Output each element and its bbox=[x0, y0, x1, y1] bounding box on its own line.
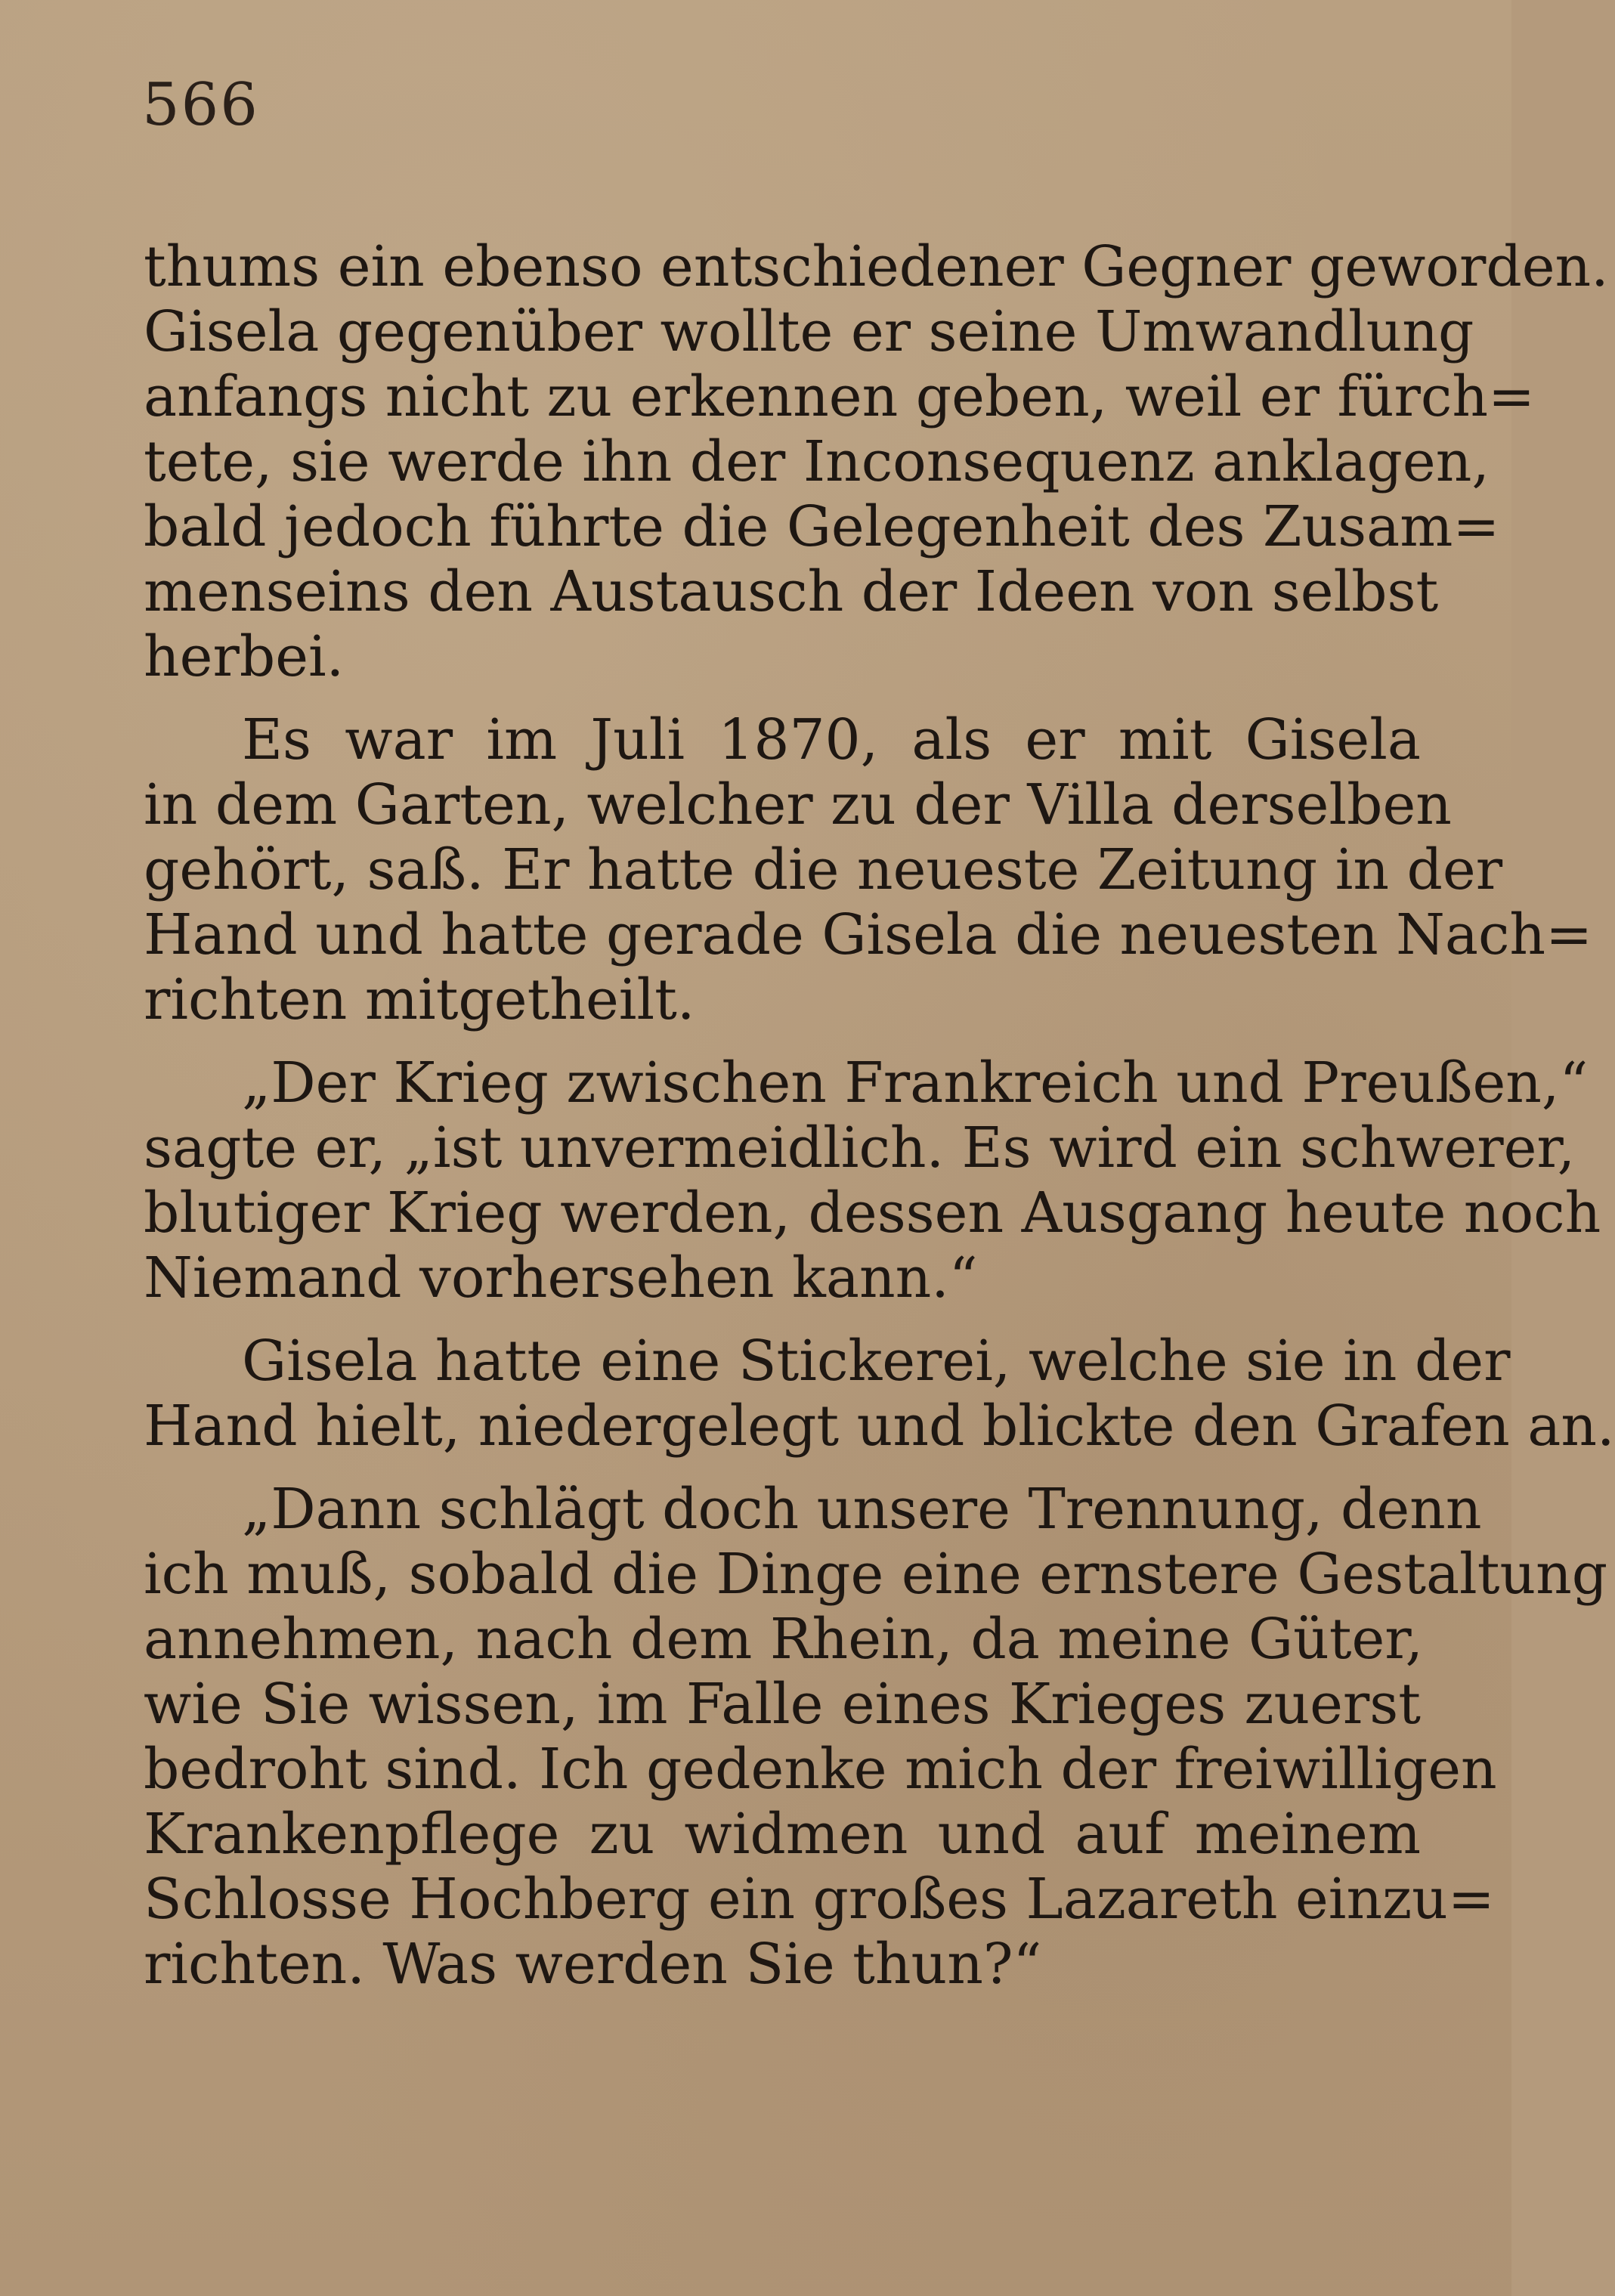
paragraph bbox=[144, 1477, 1608, 1997]
text-line: Krankenpflege zu widmen und auf meinem bbox=[144, 1802, 1421, 1867]
paragraph bbox=[144, 1329, 1615, 1459]
text-line: Es war im Juli 1870, als er mit Gisela bbox=[242, 707, 1421, 772]
text-line: Hand hielt, niedergelegt und blickte den Grafen an. bbox=[144, 1394, 1615, 1459]
text-line: bedroht sind. Ich gedenke mich der freiwilligen bbox=[144, 1737, 1497, 1802]
text-line: thums ein ebenso entschiedener Gegner geworden. bbox=[144, 234, 1609, 299]
text-line: anfangs nicht zu erkennen geben, weil er fürch= bbox=[144, 364, 1536, 429]
text-line: richten. Was werden Sie thun?“ bbox=[144, 1932, 1042, 1997]
body-text bbox=[144, 234, 1615, 1997]
text-line: Gisela hatte eine Stickerei, welche sie in der bbox=[242, 1329, 1511, 1394]
text-line: annehmen, nach dem Rhein, da meine Güter, bbox=[144, 1607, 1424, 1672]
paragraph bbox=[144, 1051, 1601, 1310]
text-line: richten mitgetheilt. bbox=[144, 967, 695, 1032]
text-line: herbei. bbox=[144, 624, 345, 689]
text-line: wie Sie wissen, im Falle eines Krieges zuerst bbox=[144, 1672, 1421, 1737]
text-line: sagte er, „ist unvermeidlich. Es wird ein schwerer, bbox=[144, 1116, 1576, 1180]
paragraph bbox=[144, 707, 1593, 1032]
text-line: menseins den Austausch der Ideen von selbst bbox=[144, 559, 1439, 624]
text-line: gehört, saß. Er hatte die neueste Zeitung in der bbox=[144, 837, 1503, 902]
text-line: „Dann schlägt doch unsere Trennung, denn bbox=[242, 1477, 1482, 1542]
text-line: blutiger Krieg werden, dessen Ausgang heute noch bbox=[144, 1180, 1601, 1245]
text-line: in dem Garten, welcher zu der Villa derselben bbox=[144, 772, 1452, 837]
text-line: bald jedoch führte die Gelegenheit des Zusam= bbox=[144, 494, 1500, 559]
text-line: tete, sie werde ihn der Inconsequenz anklagen, bbox=[144, 429, 1490, 494]
page-number: 566 bbox=[142, 71, 259, 139]
text-line: ich muß, sobald die Dinge eine ernstere Gestaltung bbox=[144, 1542, 1608, 1607]
text-line: Gisela gegenüber wollte er seine Umwandlung bbox=[144, 299, 1474, 364]
text-line: „Der Krieg zwischen Frankreich und Preußen,“ bbox=[242, 1051, 1589, 1116]
text-line: Niemand vorhersehen kann.“ bbox=[144, 1245, 978, 1310]
text-line: Hand und hatte gerade Gisela die neuesten Nach= bbox=[144, 902, 1593, 967]
text-line: Schlosse Hochberg ein großes Lazareth einzu= bbox=[144, 1867, 1495, 1932]
paragraph bbox=[144, 234, 1609, 689]
